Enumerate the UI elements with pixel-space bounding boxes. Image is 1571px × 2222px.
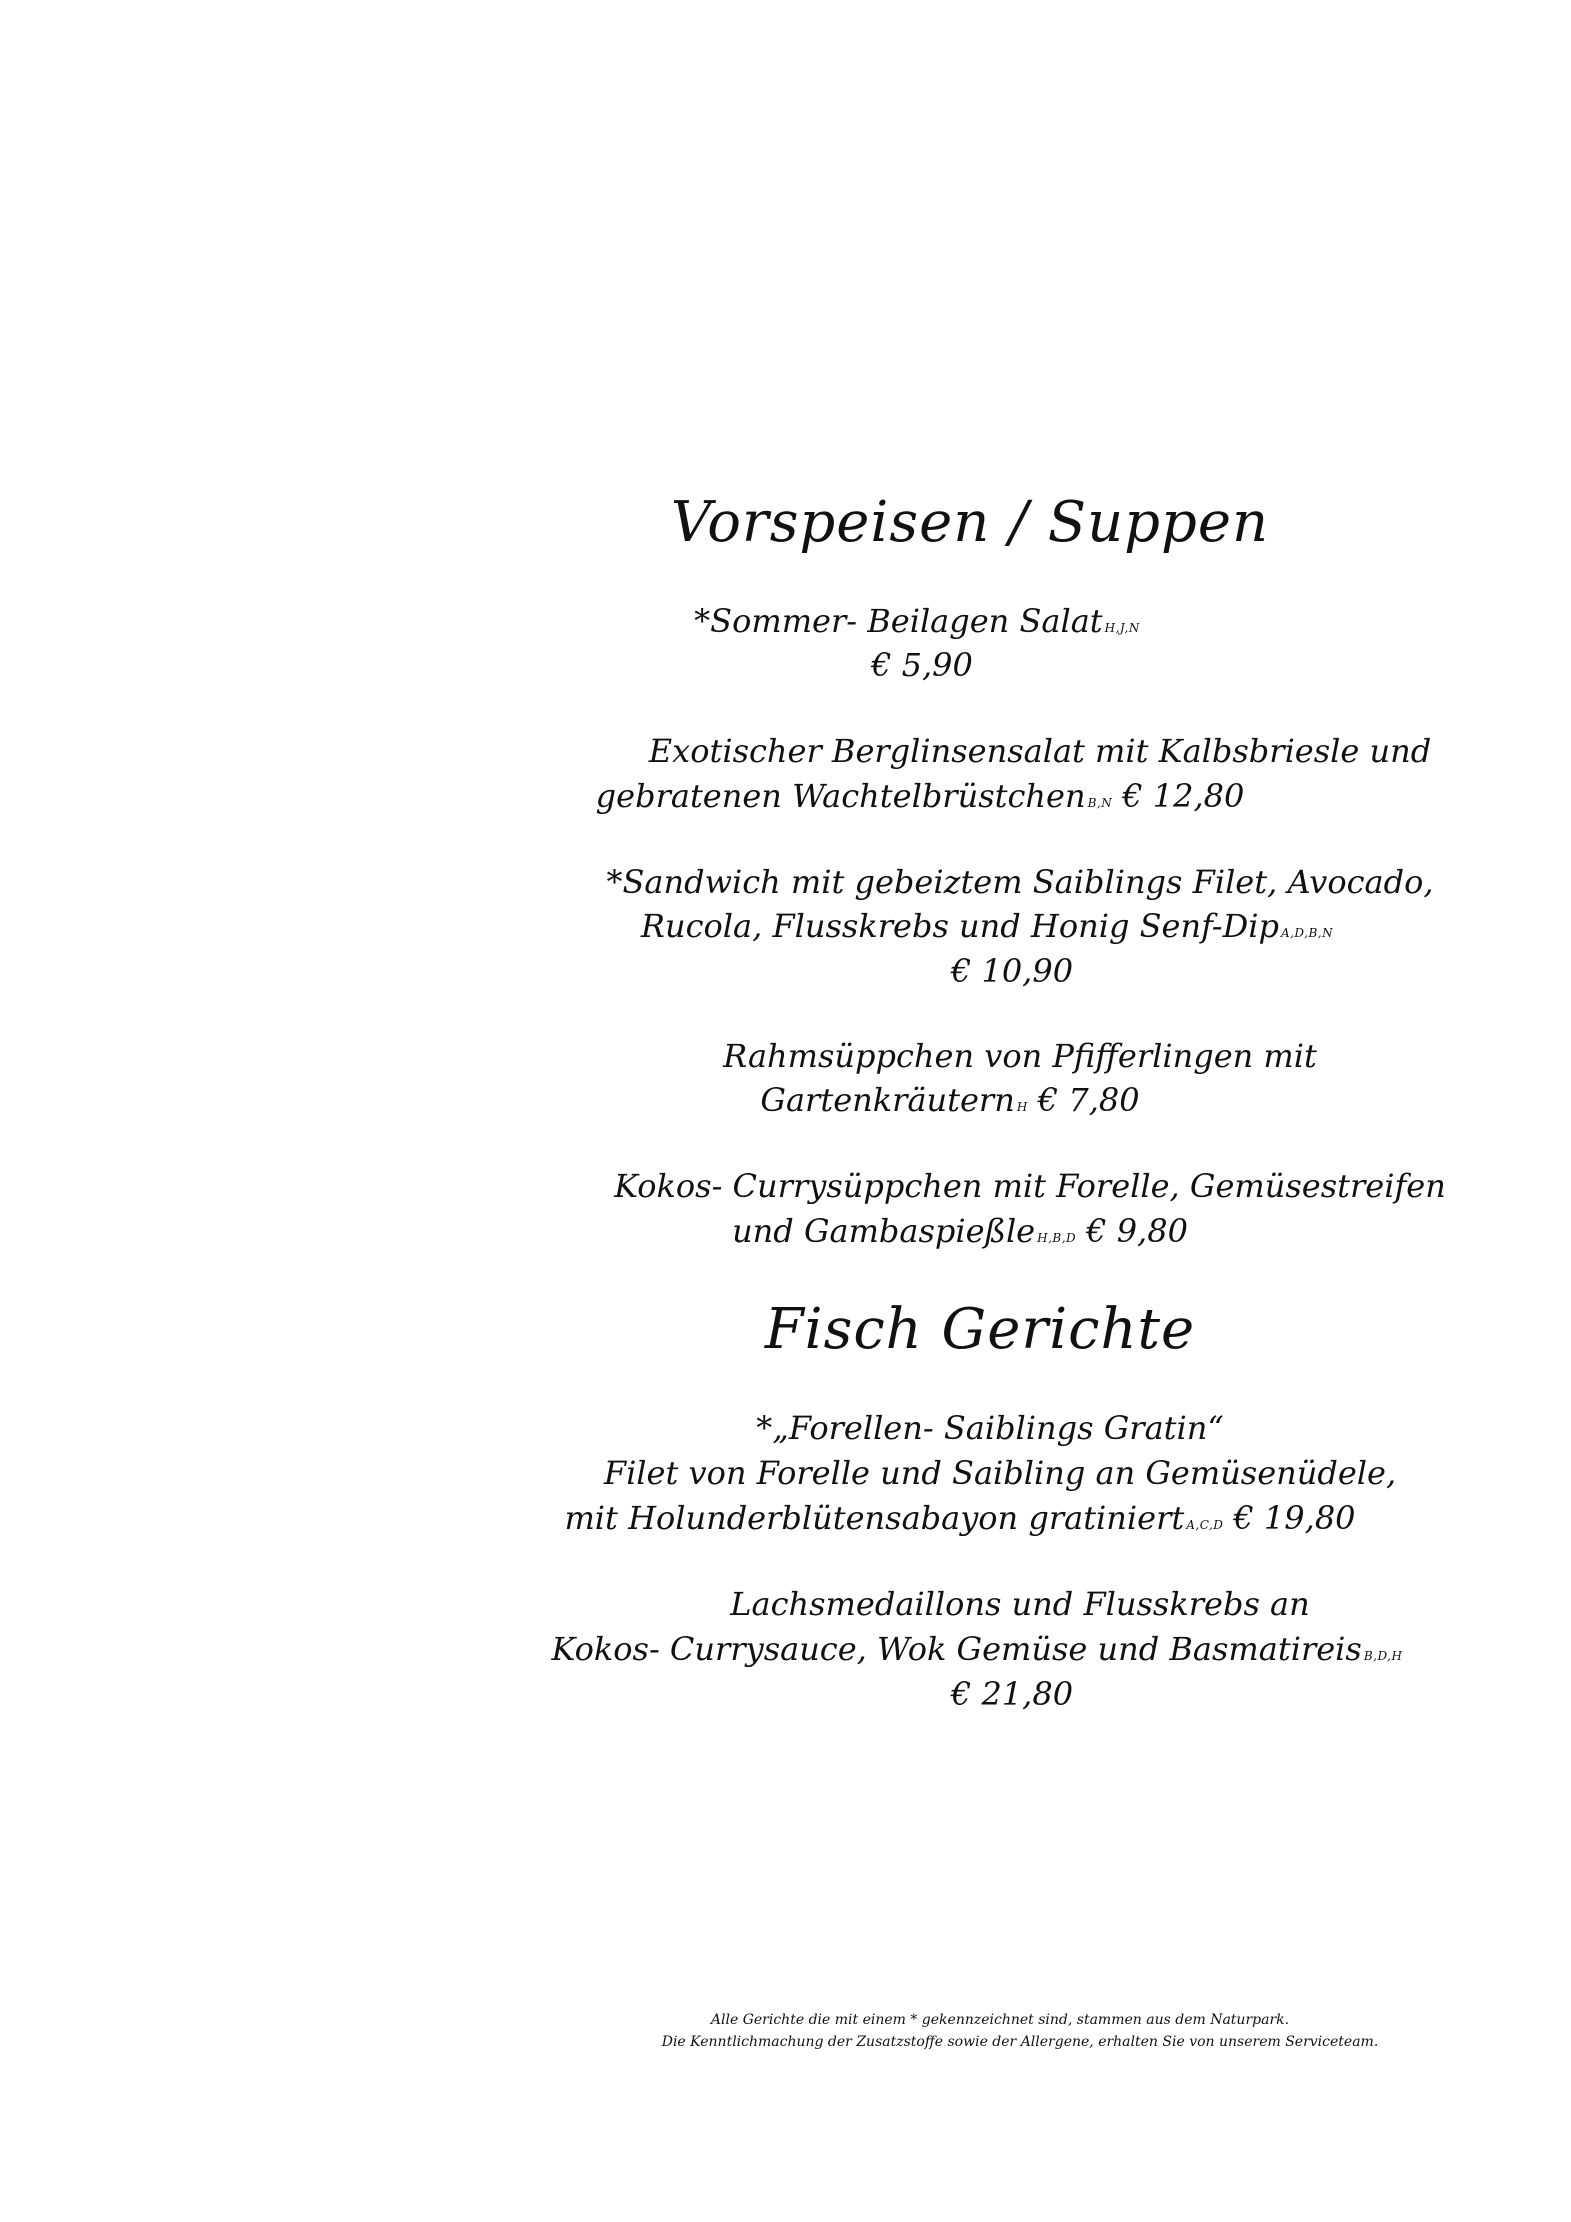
section-title-fish: Fisch Gerichte	[764, 1297, 1196, 1362]
price: € 10,90	[950, 952, 1074, 990]
dish-text: mit Holunderblütensabayon gratiniert	[564, 1499, 1185, 1537]
dish-text: Kokos- Currysüppchen mit Forelle, Gemüsestreifen	[614, 1167, 1446, 1205]
dish-text: Filet von Forelle und Saibling an Gemüsenüdele,	[603, 1454, 1397, 1492]
dish-text: Rahmsüppchen von Pfifferlingen mit	[723, 1037, 1317, 1075]
allergen-codes: H,J,N	[1104, 621, 1140, 635]
menu-item-price-line	[490, 1675, 1530, 1713]
menu-item-line	[480, 1454, 1520, 1492]
menu-item-line	[500, 1037, 1540, 1075]
section-title-starters: Vorspeisen / Suppen	[670, 490, 1270, 555]
menu-item-line	[500, 863, 1540, 901]
menu-item-price-line	[490, 952, 1530, 990]
allergen-codes: A,C,D	[1186, 1518, 1224, 1532]
menu-item-line	[440, 1212, 1480, 1250]
menu-item-line	[440, 1499, 1480, 1537]
menu-item-line	[400, 777, 1440, 815]
price: € 7,80	[1037, 1081, 1140, 1119]
allergen-codes: B,N	[1087, 796, 1113, 810]
allergen-codes: H,B,D	[1037, 1231, 1077, 1245]
price: € 9,80	[1086, 1212, 1188, 1250]
menu-item-line	[430, 1081, 1470, 1119]
dish-text: gebratenen Wachtelbrüstchen	[595, 777, 1086, 815]
dish-text: *Sommer- Beilagen Salat	[694, 602, 1103, 640]
dish-text: Exotischer Berglinsensalat mit Kalbsbriesle und	[648, 732, 1432, 770]
menu-item-line	[400, 602, 1440, 640]
dish-text: und Gambaspießle	[732, 1212, 1036, 1250]
dish-text: Rucola, Flusskrebs und Honig Senf-Dip	[640, 907, 1279, 945]
allergen-codes: H	[1016, 1100, 1028, 1114]
dish-text: Lachsmedaillons und Flusskrebs an	[730, 1585, 1310, 1623]
dish-text: *Sandwich mit gebeiztem Saiblings Filet, Avocado,	[606, 863, 1434, 901]
menu-item-line	[520, 732, 1560, 770]
allergen-codes: A,D,B,N	[1280, 926, 1334, 940]
menu-item-line	[500, 1585, 1540, 1623]
price: € 12,80	[1122, 777, 1245, 815]
menu-item-line	[470, 907, 1510, 945]
menu-item-line	[460, 1630, 1500, 1668]
dish-text: Kokos- Currysauce, Wok Gemüse und Basmatireis	[551, 1630, 1362, 1668]
menu-item-line	[510, 1167, 1550, 1205]
footer-note-naturpark: Alle Gerichte die mit einem * gekennzeichnet sind, stammen aus dem Naturpark.	[710, 2012, 1290, 2028]
footer-note-allergens: Die Kenntlichmachung der Zusatzstoffe sowie der Allergene, erhalten Sie von unserem Serviceteam.	[661, 2034, 1379, 2050]
dish-text: Gartenkräutern	[760, 1081, 1015, 1119]
price: € 21,80	[950, 1675, 1074, 1713]
price: € 19,80	[1233, 1499, 1356, 1537]
menu-item-line	[470, 1409, 1510, 1447]
dish-text: *„Forellen- Saiblings Gratin“	[756, 1409, 1224, 1447]
price: € 5,90	[871, 646, 973, 684]
allergen-codes: B,D,H	[1363, 1649, 1403, 1663]
menu-item-price-line	[400, 646, 1440, 684]
